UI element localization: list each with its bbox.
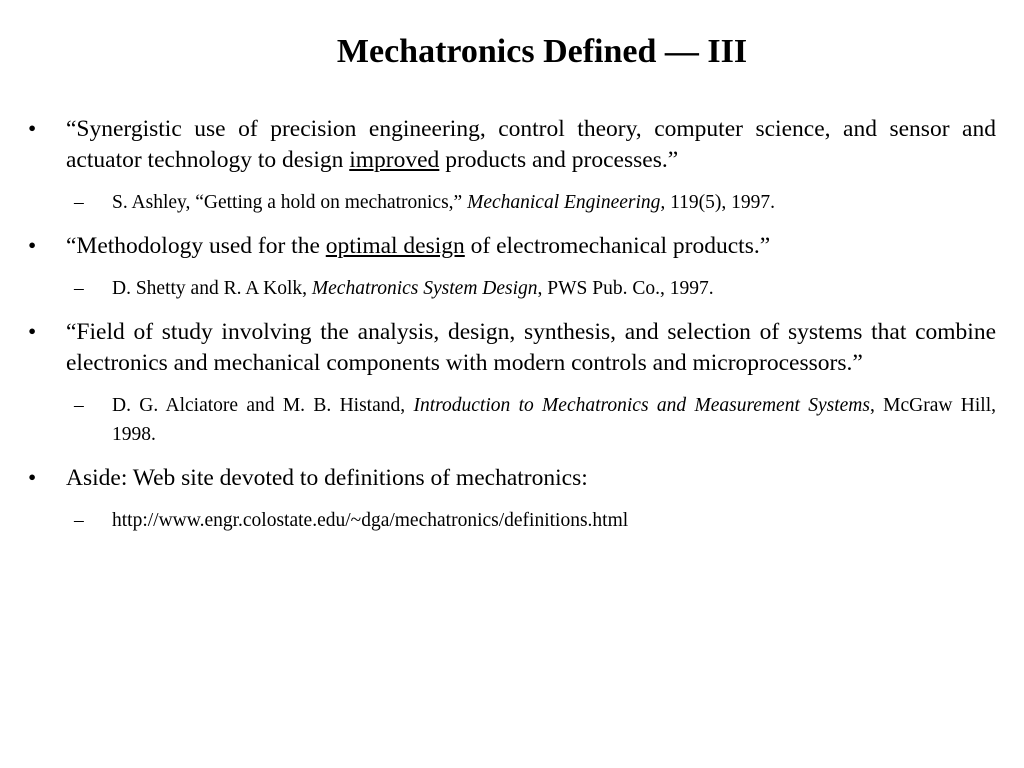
citation-authors: S. Ashley, “Getting a hold on mechatronics,”	[112, 192, 468, 213]
aside-text: Aside: Web site devoted to definitions of mechatronics:	[66, 465, 588, 491]
quote-text: “Synergistic use of precision engineering, control theory, computer science, and sensor and actuator technology to design	[66, 116, 996, 173]
citation-1	[24, 188, 996, 217]
citation-authors: D. Shetty and R. A Kolk,	[112, 278, 312, 299]
citation-source: Introduction to Mechatronics and Measurement Systems	[413, 395, 870, 416]
citation-details: , McGraw Hill, 1998.	[112, 395, 996, 445]
citation-source: Mechatronics System Design	[311, 278, 538, 299]
dash-marker: –	[74, 192, 84, 213]
quote-text-end: of electromechanical products.”	[464, 233, 771, 259]
quote-text: “Field of study involving the analysis, design, synthesis, and selection of systems that combine electronics and mechanical components with modern controls and microprocessors.”	[66, 319, 996, 376]
website-url: http://www.engr.colostate.edu/~dga/mechatronics/definitions.html	[112, 510, 629, 531]
definition-bullet-1	[24, 114, 996, 176]
quote-text: “Methodology used for the	[66, 233, 326, 259]
quote-text-end: products and processes.”	[439, 147, 679, 173]
underlined-term: improved	[349, 147, 440, 173]
bullet-marker: •	[28, 319, 37, 345]
slide-title: Mechatronics Defined — III	[336, 33, 748, 70]
bullet-marker: •	[28, 116, 37, 142]
citation-details: , PWS Pub. Co., 1997.	[537, 278, 714, 299]
aside-bullet	[24, 463, 996, 494]
underlined-term: optimal design	[325, 233, 465, 259]
bullet-marker: •	[28, 465, 37, 491]
citation-3	[24, 391, 996, 449]
bullet-marker: •	[28, 233, 37, 259]
citation-authors: D. G. Alciatore and M. B. Histand,	[112, 395, 414, 416]
dash-marker: –	[74, 395, 84, 416]
dash-marker: –	[74, 278, 84, 299]
slide-content	[24, 114, 996, 549]
definition-bullet-3	[24, 317, 996, 379]
definition-bullet-2	[24, 231, 996, 262]
citation-details: 119(5), 1997.	[665, 192, 776, 213]
citation-source: Mechanical Engineering,	[467, 192, 666, 213]
citation-2	[24, 274, 996, 303]
website-line	[24, 506, 996, 535]
dash-marker: –	[74, 510, 84, 531]
